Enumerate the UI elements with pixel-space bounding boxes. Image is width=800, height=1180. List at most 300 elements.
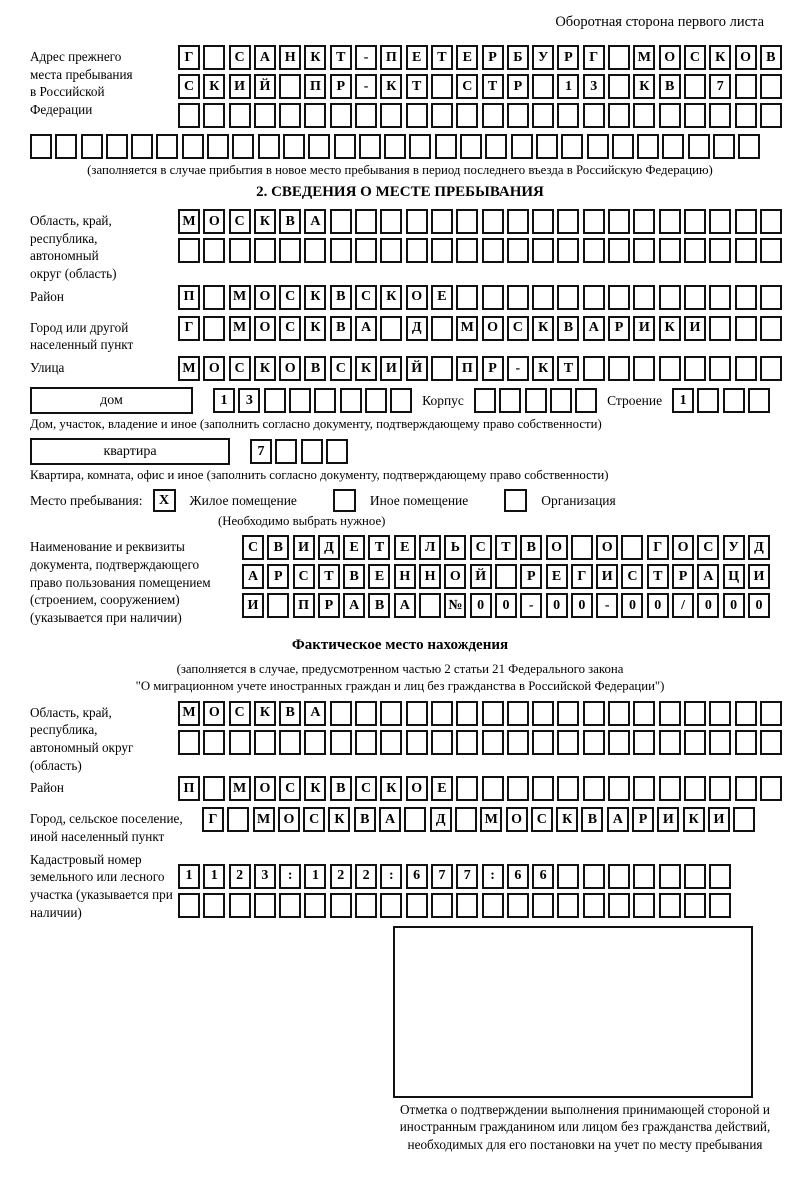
- char-cell[interactable]: А: [379, 807, 401, 832]
- char-cell[interactable]: [709, 776, 731, 801]
- char-cell[interactable]: [456, 285, 478, 310]
- char-cell[interactable]: [507, 893, 529, 918]
- char-cell[interactable]: С: [279, 776, 301, 801]
- char-cell[interactable]: 1: [178, 864, 200, 889]
- char-cell[interactable]: Р: [330, 74, 352, 99]
- char-cell[interactable]: [409, 134, 431, 159]
- char-cell[interactable]: [583, 103, 605, 128]
- char-cell[interactable]: [659, 238, 681, 263]
- char-cell[interactable]: [279, 238, 301, 263]
- char-cell[interactable]: [684, 103, 706, 128]
- char-cell[interactable]: Г: [583, 45, 605, 70]
- char-cell[interactable]: -: [520, 593, 542, 618]
- char-cell[interactable]: 7: [431, 864, 453, 889]
- char-cell[interactable]: [482, 776, 504, 801]
- char-cell[interactable]: О: [203, 356, 225, 381]
- char-cell[interactable]: [482, 701, 504, 726]
- char-cell[interactable]: [380, 316, 402, 341]
- char-cell[interactable]: Г: [202, 807, 224, 832]
- char-cell[interactable]: 0: [571, 593, 593, 618]
- char-cell[interactable]: М: [229, 285, 251, 310]
- char-cell[interactable]: [583, 893, 605, 918]
- char-cell[interactable]: С: [697, 535, 719, 560]
- char-cell[interactable]: [532, 74, 554, 99]
- char-cell[interactable]: [330, 701, 352, 726]
- char-cell[interactable]: [355, 238, 377, 263]
- char-cell[interactable]: [178, 103, 200, 128]
- char-cell[interactable]: [203, 45, 225, 70]
- char-cell[interactable]: [304, 103, 326, 128]
- char-cell[interactable]: [684, 864, 706, 889]
- char-cell[interactable]: С: [229, 45, 251, 70]
- char-cell[interactable]: -: [596, 593, 618, 618]
- char-cell[interactable]: [659, 209, 681, 234]
- char-cell[interactable]: Е: [456, 45, 478, 70]
- char-cell[interactable]: [760, 356, 782, 381]
- char-cell[interactable]: С: [621, 564, 643, 589]
- char-cell[interactable]: С: [355, 776, 377, 801]
- char-cell[interactable]: 6: [406, 864, 428, 889]
- char-cell[interactable]: В: [354, 807, 376, 832]
- char-cell[interactable]: В: [304, 356, 326, 381]
- char-cell[interactable]: А: [583, 316, 605, 341]
- char-cell[interactable]: [380, 893, 402, 918]
- char-cell[interactable]: В: [279, 209, 301, 234]
- char-cell[interactable]: Р: [318, 593, 340, 618]
- char-cell[interactable]: [608, 74, 630, 99]
- char-cell[interactable]: [289, 388, 311, 413]
- char-cell[interactable]: У: [532, 45, 554, 70]
- char-cell[interactable]: [431, 209, 453, 234]
- char-cell[interactable]: [355, 209, 377, 234]
- char-cell[interactable]: [735, 238, 757, 263]
- char-cell[interactable]: [557, 864, 579, 889]
- char-cell[interactable]: К: [380, 74, 402, 99]
- char-cell[interactable]: [178, 893, 200, 918]
- char-cell[interactable]: Р: [267, 564, 289, 589]
- char-cell[interactable]: Р: [507, 74, 529, 99]
- char-cell[interactable]: [612, 134, 634, 159]
- char-cell[interactable]: [431, 356, 453, 381]
- char-cell[interactable]: [760, 730, 782, 755]
- char-cell[interactable]: [709, 316, 731, 341]
- char-cell[interactable]: 3: [583, 74, 605, 99]
- char-cell[interactable]: Ц: [723, 564, 745, 589]
- char-cell[interactable]: 1: [557, 74, 579, 99]
- char-cell[interactable]: [735, 103, 757, 128]
- char-cell[interactable]: [684, 701, 706, 726]
- char-cell[interactable]: Т: [406, 74, 428, 99]
- char-cell[interactable]: Е: [406, 45, 428, 70]
- char-cell[interactable]: [474, 388, 496, 413]
- char-cell[interactable]: 2: [229, 864, 251, 889]
- char-cell[interactable]: [633, 730, 655, 755]
- char-cell[interactable]: [406, 209, 428, 234]
- char-cell[interactable]: [178, 238, 200, 263]
- char-cell[interactable]: И: [293, 535, 315, 560]
- char-cell[interactable]: [659, 103, 681, 128]
- char-cell[interactable]: С: [279, 316, 301, 341]
- char-cell[interactable]: 0: [647, 593, 669, 618]
- char-cell[interactable]: М: [229, 776, 251, 801]
- char-cell[interactable]: [507, 730, 529, 755]
- char-cell[interactable]: К: [659, 316, 681, 341]
- char-cell[interactable]: [557, 103, 579, 128]
- char-cell[interactable]: [106, 134, 128, 159]
- char-cell[interactable]: [55, 134, 77, 159]
- char-cell[interactable]: О: [546, 535, 568, 560]
- char-cell[interactable]: А: [697, 564, 719, 589]
- char-cell[interactable]: [267, 593, 289, 618]
- char-cell[interactable]: [608, 209, 630, 234]
- apartment-write-in-box[interactable]: квартира: [30, 438, 230, 465]
- char-cell[interactable]: С: [229, 209, 251, 234]
- char-cell[interactable]: [735, 776, 757, 801]
- char-cell[interactable]: [456, 209, 478, 234]
- char-cell[interactable]: [355, 103, 377, 128]
- char-cell[interactable]: О: [672, 535, 694, 560]
- char-cell[interactable]: [406, 730, 428, 755]
- char-cell[interactable]: [406, 893, 428, 918]
- char-cell[interactable]: [431, 701, 453, 726]
- char-cell[interactable]: [583, 209, 605, 234]
- char-cell[interactable]: [507, 238, 529, 263]
- char-cell[interactable]: [571, 535, 593, 560]
- char-cell[interactable]: К: [532, 356, 554, 381]
- char-cell[interactable]: М: [178, 356, 200, 381]
- char-cell[interactable]: [456, 238, 478, 263]
- char-cell[interactable]: Г: [647, 535, 669, 560]
- char-cell[interactable]: Р: [482, 356, 504, 381]
- char-cell[interactable]: В: [368, 593, 390, 618]
- char-cell[interactable]: Й: [406, 356, 428, 381]
- char-cell[interactable]: [557, 209, 579, 234]
- char-cell[interactable]: [633, 893, 655, 918]
- char-cell[interactable]: О: [254, 285, 276, 310]
- char-cell[interactable]: [760, 238, 782, 263]
- char-cell[interactable]: [178, 730, 200, 755]
- char-cell[interactable]: Е: [368, 564, 390, 589]
- char-cell[interactable]: А: [304, 701, 326, 726]
- char-cell[interactable]: [511, 134, 533, 159]
- char-cell[interactable]: Г: [178, 316, 200, 341]
- char-cell[interactable]: С: [456, 74, 478, 99]
- char-cell[interactable]: [637, 134, 659, 159]
- char-cell[interactable]: О: [254, 776, 276, 801]
- char-cell[interactable]: [203, 893, 225, 918]
- char-cell[interactable]: Б: [507, 45, 529, 70]
- char-cell[interactable]: [532, 701, 554, 726]
- char-cell[interactable]: [709, 238, 731, 263]
- char-cell[interactable]: :: [380, 864, 402, 889]
- char-cell[interactable]: С: [355, 285, 377, 310]
- char-cell[interactable]: О: [506, 807, 528, 832]
- char-cell[interactable]: А: [343, 593, 365, 618]
- char-cell[interactable]: [532, 209, 554, 234]
- char-cell[interactable]: [456, 730, 478, 755]
- char-cell[interactable]: [557, 285, 579, 310]
- char-cell[interactable]: [709, 730, 731, 755]
- char-cell[interactable]: [760, 103, 782, 128]
- char-cell[interactable]: К: [709, 45, 731, 70]
- char-cell[interactable]: М: [456, 316, 478, 341]
- char-cell[interactable]: [575, 388, 597, 413]
- char-cell[interactable]: 0: [621, 593, 643, 618]
- char-cell[interactable]: А: [254, 45, 276, 70]
- char-cell[interactable]: [275, 439, 297, 464]
- char-cell[interactable]: С: [293, 564, 315, 589]
- char-cell[interactable]: С: [531, 807, 553, 832]
- char-cell[interactable]: У: [723, 535, 745, 560]
- char-cell[interactable]: М: [480, 807, 502, 832]
- char-cell[interactable]: [431, 74, 453, 99]
- char-cell[interactable]: Т: [318, 564, 340, 589]
- char-cell[interactable]: [583, 776, 605, 801]
- char-cell[interactable]: [431, 238, 453, 263]
- char-cell[interactable]: [723, 388, 745, 413]
- char-cell[interactable]: И: [657, 807, 679, 832]
- char-cell[interactable]: [279, 103, 301, 128]
- char-cell[interactable]: 1: [203, 864, 225, 889]
- char-cell[interactable]: К: [304, 316, 326, 341]
- char-cell[interactable]: [485, 134, 507, 159]
- char-cell[interactable]: К: [304, 285, 326, 310]
- char-cell[interactable]: И: [633, 316, 655, 341]
- char-cell[interactable]: 3: [254, 864, 276, 889]
- char-cell[interactable]: [608, 103, 630, 128]
- char-cell[interactable]: [384, 134, 406, 159]
- char-cell[interactable]: С: [684, 45, 706, 70]
- char-cell[interactable]: И: [380, 356, 402, 381]
- char-cell[interactable]: В: [659, 74, 681, 99]
- char-cell[interactable]: [621, 535, 643, 560]
- char-cell[interactable]: К: [304, 776, 326, 801]
- char-cell[interactable]: [557, 893, 579, 918]
- char-cell[interactable]: [659, 356, 681, 381]
- char-cell[interactable]: -: [355, 74, 377, 99]
- char-cell[interactable]: [525, 388, 547, 413]
- char-cell[interactable]: [557, 238, 579, 263]
- char-cell[interactable]: 7: [709, 74, 731, 99]
- char-cell[interactable]: А: [355, 316, 377, 341]
- char-cell[interactable]: -: [507, 356, 529, 381]
- char-cell[interactable]: [735, 356, 757, 381]
- char-cell[interactable]: [532, 238, 554, 263]
- char-cell[interactable]: [735, 74, 757, 99]
- char-cell[interactable]: Й: [254, 74, 276, 99]
- char-cell[interactable]: Д: [430, 807, 452, 832]
- char-cell[interactable]: [633, 209, 655, 234]
- char-cell[interactable]: [279, 74, 301, 99]
- char-cell[interactable]: [532, 776, 554, 801]
- char-cell[interactable]: 0: [470, 593, 492, 618]
- char-cell[interactable]: [203, 776, 225, 801]
- char-cell[interactable]: [659, 893, 681, 918]
- char-cell[interactable]: [334, 134, 356, 159]
- char-cell[interactable]: [583, 864, 605, 889]
- char-cell[interactable]: [583, 701, 605, 726]
- char-cell[interactable]: Й: [470, 564, 492, 589]
- char-cell[interactable]: [608, 45, 630, 70]
- char-cell[interactable]: [359, 134, 381, 159]
- char-cell[interactable]: [684, 74, 706, 99]
- char-cell[interactable]: К: [556, 807, 578, 832]
- char-cell[interactable]: 2: [355, 864, 377, 889]
- char-cell[interactable]: [499, 388, 521, 413]
- char-cell[interactable]: [532, 285, 554, 310]
- char-cell[interactable]: В: [330, 285, 352, 310]
- char-cell[interactable]: [709, 864, 731, 889]
- char-cell[interactable]: [684, 285, 706, 310]
- char-cell[interactable]: С: [330, 356, 352, 381]
- char-cell[interactable]: Е: [431, 285, 453, 310]
- char-cell[interactable]: [608, 776, 630, 801]
- char-cell[interactable]: [507, 103, 529, 128]
- char-cell[interactable]: Т: [557, 356, 579, 381]
- char-cell[interactable]: [608, 864, 630, 889]
- char-cell[interactable]: П: [304, 74, 326, 99]
- char-cell[interactable]: [608, 285, 630, 310]
- char-cell[interactable]: В: [760, 45, 782, 70]
- char-cell[interactable]: [684, 893, 706, 918]
- char-cell[interactable]: Т: [330, 45, 352, 70]
- char-cell[interactable]: [81, 134, 103, 159]
- char-cell[interactable]: И: [229, 74, 251, 99]
- char-cell[interactable]: [227, 807, 249, 832]
- char-cell[interactable]: [456, 103, 478, 128]
- char-cell[interactable]: [738, 134, 760, 159]
- char-cell[interactable]: [507, 701, 529, 726]
- char-cell[interactable]: [254, 103, 276, 128]
- char-cell[interactable]: [557, 776, 579, 801]
- char-cell[interactable]: Т: [495, 535, 517, 560]
- char-cell[interactable]: О: [444, 564, 466, 589]
- char-cell[interactable]: [709, 103, 731, 128]
- char-cell[interactable]: 0: [495, 593, 517, 618]
- char-cell[interactable]: [355, 893, 377, 918]
- stay-type-checkbox-organization[interactable]: [504, 489, 527, 512]
- char-cell[interactable]: [760, 209, 782, 234]
- char-cell[interactable]: [431, 103, 453, 128]
- char-cell[interactable]: [431, 316, 453, 341]
- char-cell[interactable]: [482, 238, 504, 263]
- char-cell[interactable]: В: [520, 535, 542, 560]
- char-cell[interactable]: Р: [482, 45, 504, 70]
- char-cell[interactable]: В: [581, 807, 603, 832]
- char-cell[interactable]: [456, 776, 478, 801]
- char-cell[interactable]: [229, 893, 251, 918]
- char-cell[interactable]: Р: [520, 564, 542, 589]
- char-cell[interactable]: Д: [748, 535, 770, 560]
- char-cell[interactable]: 0: [697, 593, 719, 618]
- char-cell[interactable]: Р: [632, 807, 654, 832]
- char-cell[interactable]: Ь: [444, 535, 466, 560]
- char-cell[interactable]: [264, 388, 286, 413]
- char-cell[interactable]: И: [748, 564, 770, 589]
- char-cell[interactable]: [583, 356, 605, 381]
- char-cell[interactable]: [684, 776, 706, 801]
- char-cell[interactable]: [330, 730, 352, 755]
- char-cell[interactable]: П: [293, 593, 315, 618]
- char-cell[interactable]: [659, 285, 681, 310]
- char-cell[interactable]: [30, 134, 52, 159]
- char-cell[interactable]: [659, 864, 681, 889]
- char-cell[interactable]: [633, 701, 655, 726]
- char-cell[interactable]: [587, 134, 609, 159]
- char-cell[interactable]: [330, 238, 352, 263]
- char-cell[interactable]: [279, 730, 301, 755]
- char-cell[interactable]: [182, 134, 204, 159]
- char-cell[interactable]: [633, 285, 655, 310]
- char-cell[interactable]: [608, 893, 630, 918]
- char-cell[interactable]: [760, 701, 782, 726]
- char-cell[interactable]: В: [557, 316, 579, 341]
- char-cell[interactable]: О: [735, 45, 757, 70]
- char-cell[interactable]: [390, 388, 412, 413]
- char-cell[interactable]: [550, 388, 572, 413]
- char-cell[interactable]: 1: [672, 388, 694, 413]
- char-cell[interactable]: [455, 807, 477, 832]
- char-cell[interactable]: [583, 730, 605, 755]
- char-cell[interactable]: Д: [318, 535, 340, 560]
- char-cell[interactable]: А: [304, 209, 326, 234]
- char-cell[interactable]: О: [254, 316, 276, 341]
- char-cell[interactable]: К: [380, 285, 402, 310]
- char-cell[interactable]: [583, 238, 605, 263]
- char-cell[interactable]: [380, 103, 402, 128]
- char-cell[interactable]: [495, 564, 517, 589]
- char-cell[interactable]: [482, 893, 504, 918]
- char-cell[interactable]: [608, 238, 630, 263]
- char-cell[interactable]: М: [633, 45, 655, 70]
- char-cell[interactable]: С: [507, 316, 529, 341]
- char-cell[interactable]: И: [708, 807, 730, 832]
- char-cell[interactable]: [608, 730, 630, 755]
- char-cell[interactable]: [229, 103, 251, 128]
- char-cell[interactable]: 0: [723, 593, 745, 618]
- char-cell[interactable]: [735, 701, 757, 726]
- char-cell[interactable]: [314, 388, 336, 413]
- char-cell[interactable]: Л: [419, 535, 441, 560]
- char-cell[interactable]: 2: [330, 864, 352, 889]
- char-cell[interactable]: [532, 103, 554, 128]
- char-cell[interactable]: [532, 730, 554, 755]
- char-cell[interactable]: /: [672, 593, 694, 618]
- char-cell[interactable]: Р: [557, 45, 579, 70]
- char-cell[interactable]: [203, 238, 225, 263]
- char-cell[interactable]: 1: [213, 388, 235, 413]
- char-cell[interactable]: [355, 701, 377, 726]
- char-cell[interactable]: [340, 388, 362, 413]
- char-cell[interactable]: [633, 103, 655, 128]
- char-cell[interactable]: [482, 209, 504, 234]
- char-cell[interactable]: Н: [419, 564, 441, 589]
- char-cell[interactable]: О: [203, 701, 225, 726]
- char-cell[interactable]: [380, 209, 402, 234]
- char-cell[interactable]: [633, 238, 655, 263]
- char-cell[interactable]: [662, 134, 684, 159]
- char-cell[interactable]: [326, 439, 348, 464]
- char-cell[interactable]: [684, 238, 706, 263]
- char-cell[interactable]: О: [406, 285, 428, 310]
- char-cell[interactable]: К: [203, 74, 225, 99]
- char-cell[interactable]: [684, 209, 706, 234]
- char-cell[interactable]: [460, 134, 482, 159]
- char-cell[interactable]: 1: [304, 864, 326, 889]
- dom-write-in-box[interactable]: дом: [30, 387, 193, 414]
- char-cell[interactable]: [557, 730, 579, 755]
- char-cell[interactable]: [380, 238, 402, 263]
